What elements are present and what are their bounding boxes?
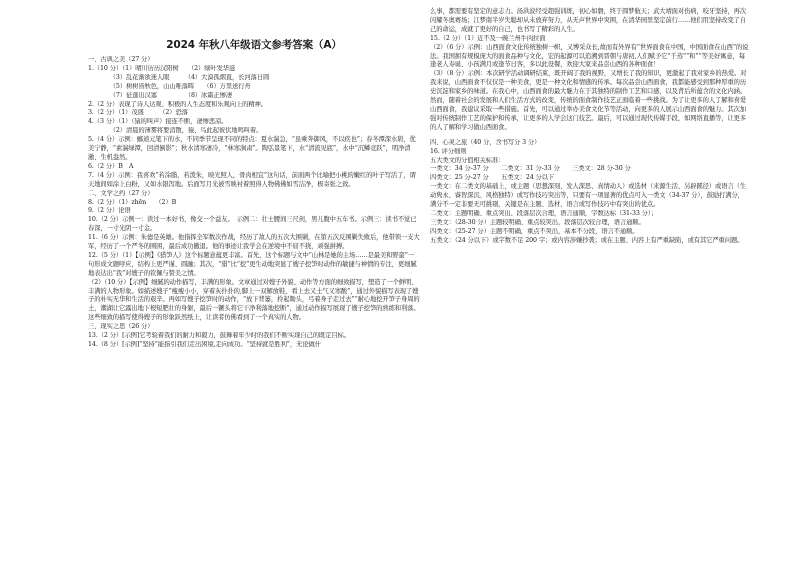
answer-line: 四类文：（25-27 分）主题不明确，重点不突出，基本不分段，语言不通顺。 [430, 227, 639, 235]
answer-line: 12.（5 分）（1）【示例】《猎笋人》这个标题意蕴更丰富。首先，这个标题与文中“山林是她的主场……是最美和野蛮”一句形成文题呼应，结构上更严谨、圆融；其次，“猎”比“挖”更生动地突显了嫂子挖笋时动作的敏捷与神情的专注，更细腻地表达出“我”对嫂子的钦佩与赞美之情。 [88, 251, 417, 277]
answer-line: 一类文：34 分-37 分 二类文：31 分-33 分 三类文：28 分-30 分 [430, 165, 631, 173]
answer-line: 五类文：（24 分以下）或字数不足 200 字；或内容涉嫌抄袭；或在主题、内容上有严重缺陷，或有其它严重问题。 [430, 236, 744, 244]
answer-line: 三类文：（28-30 分）主题较明确、重点较突出，段落层次较合理，语言通顺。 [430, 218, 645, 226]
answer-line: 二、文学之约（27 分） [88, 189, 154, 197]
left-column [88, 8, 420, 350]
answer-line: 一类文：在二类文的基础上，或主题（思想深刻、发人深思、真情动人）或选材（来源生活、另辟蹊径）或语言（生动隽永、睿智深沉、风格独特）或写作技巧突出等，只要有一项显著的优点可入一类文（34-37 分），鼓励打满分，满分不一定非要无可挑剔，关键是在主题、选材、语言或写作技巧中有突出的优点。 [430, 183, 747, 209]
answer-line: 4.（3 分）（1）（猿的叫声）接连不断，凄惨悲凉。 [88, 118, 228, 126]
answer-line: 10.（2 分）示例一：读过一本好书，像交一个益友。 示例二：壮士腰间三尺剑，男儿腹中五车书。示例三：读书不觉已春深，一寸光阴一寸金。 [88, 216, 417, 233]
answer-line: 1.（10 分）（1）晴川历历汉阳树 （2）绿叶发华滋 [88, 64, 236, 72]
answer-line: 9.（2 分）论语 [88, 207, 131, 215]
answer-line: 一、古典之美（27 分） [88, 56, 154, 63]
answer-line: 6.（2 分）B A [88, 162, 134, 170]
answer-line: 8.（2 分）（1）zhēn （2）B [88, 198, 177, 206]
right-column [430, 8, 750, 246]
answer-line: 五大类文的分值相关标准： [430, 156, 505, 164]
answer-line: 15.（2 分）（1）近不及一碗兰州牛肉拉面 [430, 34, 546, 42]
answer-line: 13.（2 分）[示例]它考验着我们的耐力和毅力，鼓舞着年少时的我们不断实现自己的既定目标。 [88, 332, 350, 340]
answer-line: （3）（8 分）示例：本次研学活动调研结束，既开阔了我的视野，又增长了我的知识，更激起了我对家乡的热爱。对我来说，山西面食不仅仅是一种美食，更是一种文化和情感的传承。每次品尝山西面食，我都能感受到那种厚重的历史沉淀和家乡的味道。在我心中，山西面食的最大魅力在于其独特的制作工艺和口感，以及背后所蕴含的文化内涵。 然而，随着社会的发展和人们生活方式的改变，传统的面食制作技艺正面临着一些挑战。为了让更多的人了解和喜爱山西面食，我建议采取一些措施。首先，可以通过举办美食文化节等活动，向更多的人展示山西面食的魅力。其次加强对传统制作工艺的保护和传承，让更多的人学会这门技艺。最后，可以通过现代传媒手段，如网络直播等，让更多的人了解和学习做山西面食。 [430, 70, 750, 131]
answer-line: （2）清晨的薄雾将要消散，猿、鸟此起彼伏地鸣叫着。 [88, 127, 263, 135]
answer-line: 二类文：主题明确、重点突出、段落层次合理，语言通顺，字数达标（31-33 分）； [430, 209, 658, 217]
answer-line: （2）（6 分）示例：山西面食文化传统独树一帜，又博采众长,故而有外界有“世界面食在中国，中国面食在山西”的说法。我国拥有规模庞大的面食品种与文化，宏的起源可以追溯到晋朝与唐初,人们赋予它“千蒸”“和”“等美好寓意，每逢老人寿诞、小孩满月或逢节日客，多以此设餐，欢迎大家来品尝山西的各种面食！ [430, 43, 749, 69]
answer-line: （3）乱花渐欲迷人眼 （4）大漠孤烟直，长河落日圆 [88, 73, 270, 81]
answer-line: （7）征蓬出汉塞 （8）冰霜正惨凄 [88, 91, 233, 99]
answer-line: 2.（2 分）表现了诗人达观、积极的人生态度和乐观向上的精神。 [88, 100, 267, 108]
right-lines [430, 8, 750, 246]
answer-line: 7.（4 分）示例：我喜欢“若涂脂，若泼朱，映光照人，骨肉相宜”这句话，前面两个比喻把小桃的嫩红的叶子写活了，谓天地间如涂上白粉，又如水银泻地。后面写月光被雪映衬着照得人物佛佛如雪洁净，极寄张之致。 [88, 171, 416, 188]
answer-line: 么事，都需要有坚定的意志力。汤洪波经受超强训练，初心如磐，终于圆梦航天；武大靖面对伤病，咬牙坚持，再次闪耀冬奥赛场；江梦南半岁失聪却从未放弃努力，从无声世界中突围，在清华园里坚定前行……他们用坚持改变了自己的命运，成就了更好的自己，也书写了精彩的人生。 [430, 8, 747, 33]
page-title: 2024 年秋八年级语文参考答案（A） [166, 39, 342, 51]
answer-line: 四类文：25 分-27 分 五类文：24 分以下 [430, 174, 555, 182]
answer-line: 三、现实之思（26 分） [88, 323, 154, 331]
answer-line: 11.（6 分）示例：朱德是英雄。他指挥全军数次作战，经历了敌人的五次大围剿，在第五次反围剿失败后，他带领一支大军，经历了一个严冬的围困，最后成功撤退。他的事迹让我学会在逆境中不屈不挠，顽强拼搏。 [88, 234, 420, 251]
answer-line: 5.（4 分）示例：郦道元笔下的水，不同季节呈现不同的特点：夏水湍急，“虽乘奔御风，不以疾也”；春冬潭深水碧，优美宁静，“素湍绿潭，回清倒影”；秋水清寒凄冷，“林寒涧肃”。陶弘景笔下，水“清流见底”，水中“沉鳞竞跃”，明净清澈、生机盎然。 [88, 136, 416, 161]
answer-line: 3.（2 分）（1）茂盛 （2）恐落 [88, 109, 188, 117]
answer-line: （5）树树皆秋色，山山唯落晖 （6）万里送行舟 [88, 82, 251, 90]
answer-line: 四、心灵之旅（40 分，含书写分 3 分） [430, 138, 541, 146]
answer-line: 14.（8 分）[示例]“坚持”能指引我们走出困境,走向成功。“坚持就是胜利”，无论做什 [88, 341, 321, 348]
answer-line: （2）（10 分）【示例】细腻的动作描写，丰满的形象。文章通过对嫂子外貌、动作等方面的细致描写，塑造了一个鲜明、丰满的人物形象。如描述嫂子“瘦瘦小小，穿着灰扑扑的,脚上一双解放鞋，看上去又土气又寒酸”，通过外貌描写表现了嫂子的朴实无华和生活的艰辛。再如写嫂子挖笋时的动作，“放下背篓，拎起锄头，弓着身子走过去”“耐心地挖开笋子身周的土，潮湖让它露出地下根短肥壮的身躯，最后一镢头将它干净利落地挖断”，通过动作描写展现了嫂子挖笋的熟练和利落。这些细致的描写使得嫂子的形象跃然纸上，让读者仿佛看到了一个真实的人物。 [88, 278, 420, 322]
answer-line: 16. 评分细则 [430, 147, 467, 155]
left-lines [88, 56, 420, 350]
